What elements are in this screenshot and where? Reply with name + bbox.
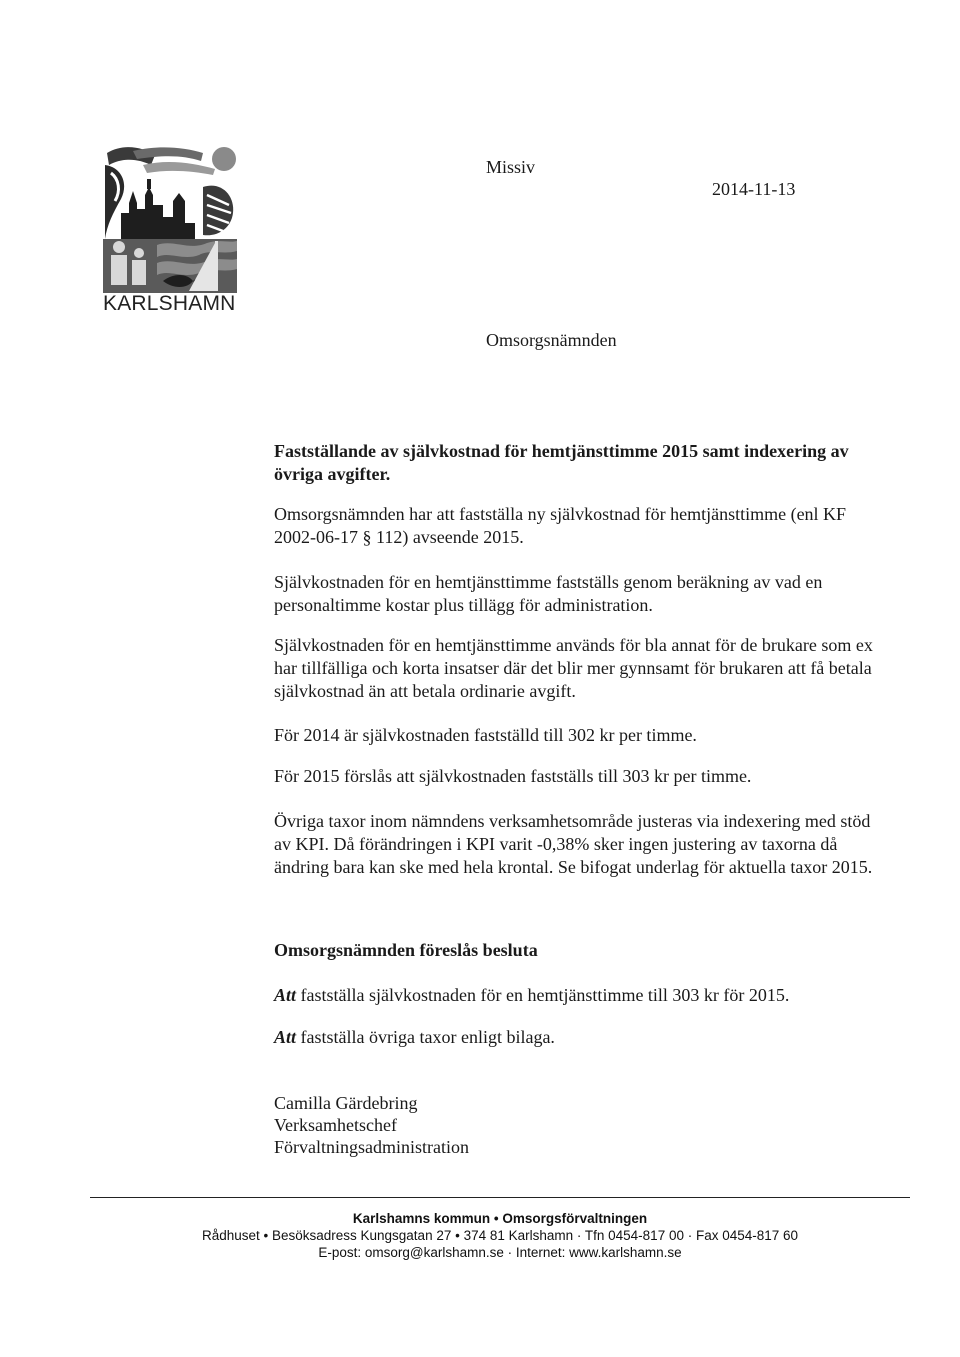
signatory-name: Camilla Gärdebring (274, 1093, 418, 1113)
footer-organization: Karlshamns kommun • Omsorgsförvaltningen (352, 1211, 648, 1226)
signature-block (274, 1092, 469, 1158)
body-paragraph: Självkostnaden för en hemtjänsttimme fastställs genom beräkning av vad en personaltimme kostar plus tillägg för administration. (274, 572, 823, 615)
body-paragraph: Omsorgsnämnden har att fastställa ny självkostnad för hemtjänsttimme (enl KF 2002-06-17 § 112) avseende 2015. (274, 504, 847, 547)
document-type: Missiv (486, 157, 536, 177)
footer-divider (90, 1197, 910, 1198)
decision-heading: Omsorgsnämnden föreslås besluta (274, 940, 538, 960)
signatory-department: Förvaltningsadministration (274, 1137, 469, 1157)
body-paragraph: För 2015 förslås att självkostnaden fastställs till 303 kr per timme. (274, 766, 752, 786)
decision-item (274, 1027, 555, 1048)
decision-item-lead: Att (274, 1027, 297, 1047)
decision-item-text: fastställa självkostnaden för en hemtjänsttimme till 303 kr för 2015. (296, 985, 790, 1005)
footer-contact: E-post: omsorg@karlshamn.se · Internet: www.karlshamn.se (318, 1245, 682, 1260)
recipient: Omsorgsnämnden (486, 330, 617, 350)
subject-heading: Fastställande av självkostnad för hemtjänsttimme 2015 samt indexering av övriga avgifter. (274, 441, 849, 484)
decision-item (274, 985, 789, 1006)
logo-wordmark: KARLSHAMN (103, 292, 236, 315)
footer-address: Rådhuset • Besöksadress Kungsgatan 27 • 374 81 Karlshamn · Tfn 0454-817 00 · Fax 0454-817 60 (201, 1228, 799, 1243)
decision-item-text: fastställa övriga taxor enligt bilaga. (296, 1027, 555, 1047)
footer (90, 1210, 910, 1261)
body-paragraph: Övriga taxor inom nämndens verksamhetsområde justeras via indexering med stöd av KPI. Då förändringen i KPI varit -0,38% sker ingen justering av taxorna då ändring bara kan ske med hela krontal. Se bifogat underlag för aktuella taxor 2015. (274, 811, 873, 877)
signatory-title: Verksamhetschef (274, 1115, 397, 1135)
body-paragraph: För 2014 är självkostnaden fastställd till 302 kr per timme. (274, 725, 697, 745)
body-paragraph: Självkostnaden för en hemtjänsttimme används för bla annat för de brukare som ex har tillfälliga och korta insatser där det blir mer gynnsamt för brukaren att få betala självkostnad än att betala ordinarie avgift. (274, 635, 873, 701)
document-date: 2014-11-13 (712, 179, 796, 199)
decision-item-lead: Att (274, 985, 297, 1005)
